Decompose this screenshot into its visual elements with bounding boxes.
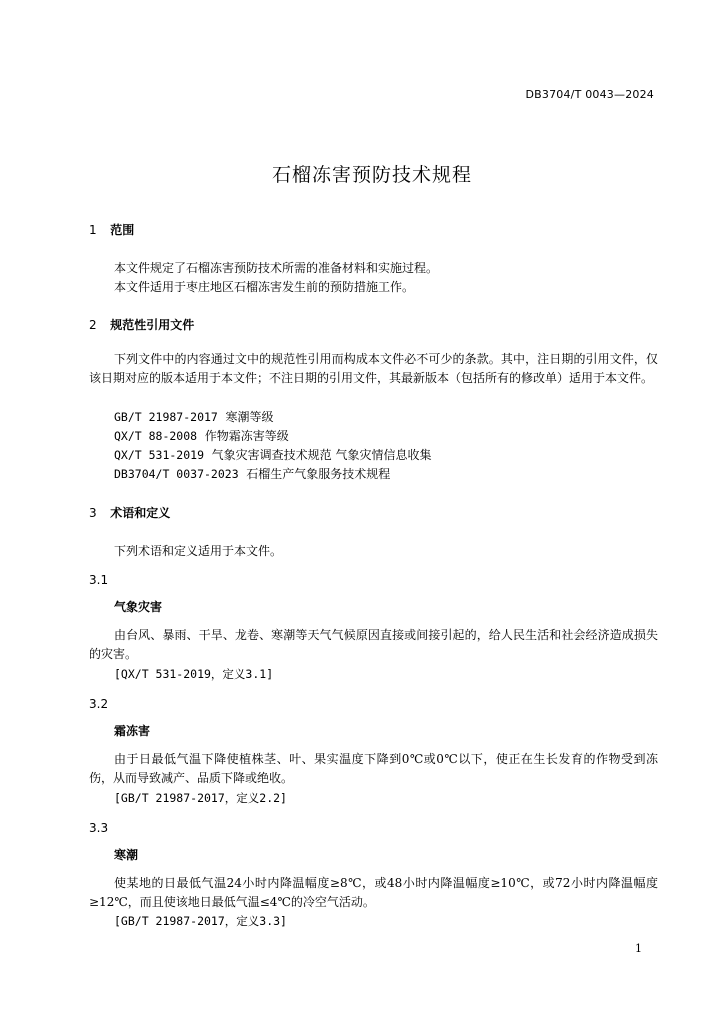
reference-item xyxy=(114,427,289,444)
term-definition: 使某地的日最低气温24小时内降温幅度≥8℃，或48小时内降温幅度≥10℃，或72小时内降温幅度≥12℃，而且使该地日最低气温≤4℃的冷空气活动。 xyxy=(89,876,658,909)
reference-name: 作物霜冻害等级 xyxy=(204,429,289,443)
section-number: 2 xyxy=(89,318,97,332)
section-number: 1 xyxy=(89,223,97,237)
section-1-heading xyxy=(89,221,134,238)
section-number: 3 xyxy=(89,506,97,520)
term-number: 3.3 xyxy=(89,821,109,835)
reference-name: 石榴生产气象服务技术规程 xyxy=(246,467,391,481)
term-source: [GB/T 21987-2017，定义3.3] xyxy=(114,914,287,928)
term-source: [QX/T 531-2019，定义3.1] xyxy=(114,667,274,681)
terms-intro: 下列术语和定义适用于本文件。 xyxy=(114,544,283,558)
section-title: 术语和定义 xyxy=(110,506,171,520)
reference-code: QX/T 88-2008 xyxy=(114,429,198,443)
reference-item xyxy=(114,465,390,482)
standard-code: DB3704/T 0043—2024 xyxy=(525,88,654,101)
reference-name: 气象灾害调查技术规范 气象灾情信息收集 xyxy=(211,448,432,462)
term-definition: 由于日最低气温下降使植株茎、叶、果实温度下降到0℃或0℃以下，使正在生长发育的作物受到冻伤，从而导致减产、品质下降或绝收。 xyxy=(89,752,658,785)
term-definition: 由台风、暴雨、干旱、龙卷、寒潮等天气气候原因直接或间接引起的，给人民生活和社会经济造成损失的灾害。 xyxy=(89,628,658,661)
section-title: 范围 xyxy=(110,223,135,237)
section-3-heading xyxy=(89,504,170,521)
scope-paragraph-1: 本文件规定了石榴冻害预防技术所需的准备材料和实施过程。 xyxy=(114,261,439,275)
document-title: 石榴冻害预防技术规程 xyxy=(271,164,472,186)
term-number: 3.2 xyxy=(89,697,109,711)
reference-item xyxy=(114,408,274,425)
term-number: 3.1 xyxy=(89,573,109,587)
term-name: 寒潮 xyxy=(114,848,139,862)
reference-code: GB/T 21987-2017 xyxy=(114,410,218,424)
scope-paragraph-2: 本文件适用于枣庄地区石榴冻害发生前的预防措施工作。 xyxy=(114,280,415,294)
reference-item xyxy=(114,446,431,463)
term-name: 气象灾害 xyxy=(114,600,163,614)
reference-name: 寒潮等级 xyxy=(225,410,274,424)
term-name: 霜冻害 xyxy=(114,724,151,738)
reference-code: DB3704/T 0037-2023 xyxy=(114,467,239,481)
section-2-heading xyxy=(89,316,194,333)
normative-references-intro: 下列文件中的内容通过文中的规范性引用而构成本文件必不可少的条款。其中，注日期的引用文件，仅该日期对应的版本适用于本文件；不注日期的引用文件，其最新版本（包括所有的修改单）适用于本文件。 xyxy=(89,352,658,385)
reference-code: QX/T 531-2019 xyxy=(114,448,205,462)
section-title: 规范性引用文件 xyxy=(110,318,195,332)
term-source: [GB/T 21987-2017，定义2.2] xyxy=(114,791,287,805)
page-number: 1 xyxy=(635,942,642,955)
